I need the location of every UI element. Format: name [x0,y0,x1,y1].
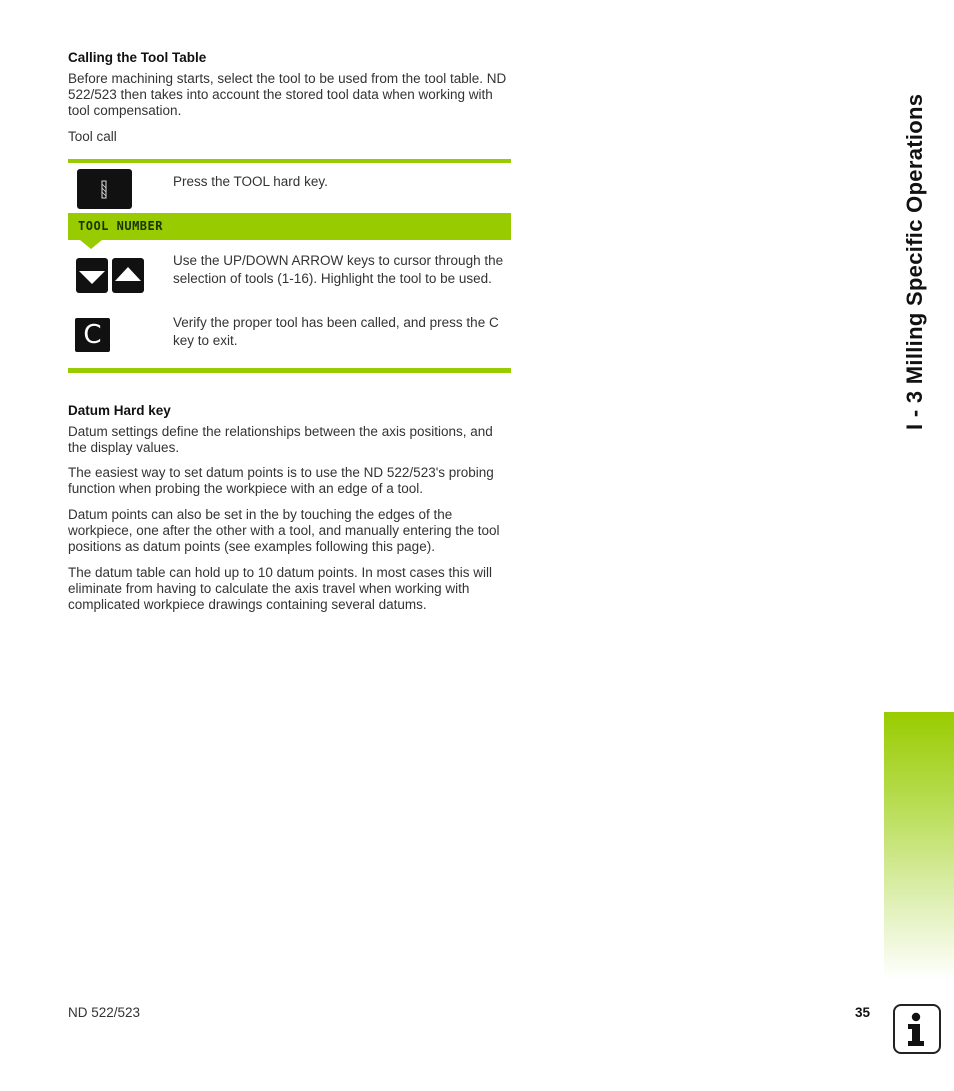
steps-top-rule [68,159,511,163]
datum-paragraph-4: The datum table can hold up to 10 datum points. In most cases this will eliminate from having to calculate the axis travel when working with complicated workpiece drawings containing several datums. [68,565,492,612]
step-press-c-key: Verify the proper tool has been called, and press the C key to exit. [173,315,499,348]
datum-paragraph-1: Datum settings define the relationships between the axis positions, and the display values. [68,424,493,455]
section-title-datum: Datum Hard key [68,403,171,418]
section-title-tool-table: Calling the Tool Table [68,50,207,65]
step-press-tool-key: Press the TOOL hard key. [173,174,328,189]
info-button[interactable] [893,1004,941,1054]
c-key[interactable] [75,318,110,352]
tool-table-intro: Before machining starts, select the tool to be used from the tool table. ND 522/523 then takes into account the stored tool data when working with tool compensation. [68,71,507,118]
datum-paragraph-2: The easiest way to set datum points is to use the ND 522/523's probing function when probing the workpiece with an edge of a tool. [68,465,494,496]
footer-model: ND 522/523 [68,1005,141,1020]
info-icon [895,1006,938,1051]
steps-bottom-rule [68,368,511,373]
arrow-down-key[interactable] [76,258,108,293]
datum-paragraph-3: Datum points can also be set in the by touching the edges of the workpiece, one after the other with a tool, and manually entering the tool positions as datum points (see examples following this page). [68,507,500,554]
page-number: 35 [855,1005,871,1020]
arrow-down-icon [76,258,108,293]
tool-number-label: TOOL NUMBER [78,219,163,233]
arrow-up-key[interactable] [112,258,144,293]
tool-icon [77,169,132,209]
chapter-side-title: I - 3 Milling Specific Operations [902,93,927,430]
tool-number-display-bar [68,213,511,240]
c-key-label: C [83,320,102,350]
tool-call-caption: Tool call [68,129,117,144]
chapter-side-tab [884,712,954,980]
bar-pointer [80,240,102,249]
step-arrow-keys: Use the UP/DOWN ARROW keys to cursor through the selection of tools (1-16). Highlight the tool to be used. [173,253,504,286]
arrow-up-icon [112,258,144,293]
tool-key[interactable] [77,169,132,209]
